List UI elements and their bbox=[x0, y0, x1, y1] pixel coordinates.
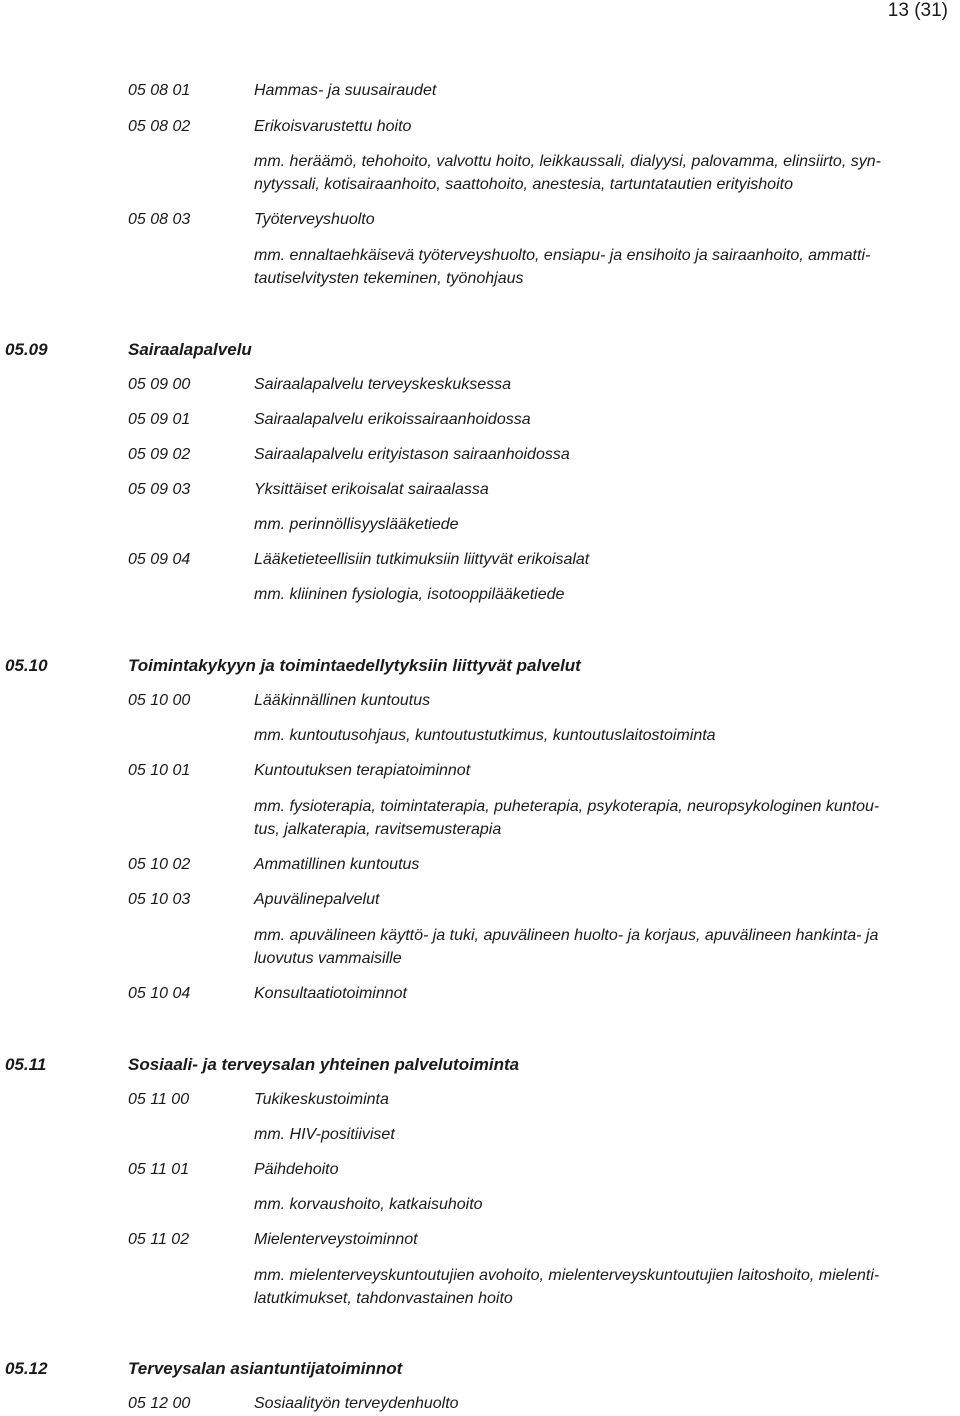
entry-title: Sairaalapalvelu erikoissairaanhoidossa bbox=[254, 411, 531, 428]
entry-note: mm. apuvälineen käyttö- ja tuki, apuvälineen huolto- ja korjaus, apuvälineen hankinta- ja bbox=[254, 927, 879, 944]
entry-code: 05 10 02 bbox=[128, 856, 191, 873]
entry-note: tautiselvitysten tekeminen, työnohjaus bbox=[254, 270, 524, 287]
entry-code: 05 09 01 bbox=[128, 411, 191, 428]
section-number: 05.10 bbox=[5, 656, 48, 675]
entry-note: mm. korvaushoito, katkaisuhoito bbox=[254, 1196, 483, 1213]
section-number: 05.11 bbox=[5, 1055, 47, 1074]
entry-code: 05 09 00 bbox=[128, 376, 191, 393]
entry-code: 05 11 00 bbox=[128, 1091, 190, 1108]
entry-title: Yksittäiset erikoisalat sairaalassa bbox=[254, 481, 489, 498]
entry-code: 05 10 01 bbox=[128, 762, 191, 779]
entry-title: Sosiaalityön terveydenhuolto bbox=[254, 1395, 459, 1412]
entry-code: 05 12 00 bbox=[128, 1395, 191, 1412]
entry-code: 05 10 00 bbox=[128, 692, 191, 709]
entry-note: mm. kuntoutusohjaus, kuntoutustutkimus, kuntoutuslaitostoiminta bbox=[254, 727, 716, 744]
entry-title: Konsultaatiotoiminnot bbox=[254, 985, 407, 1002]
section-number: 05.12 bbox=[5, 1359, 48, 1378]
entry-note: tus, jalkaterapia, ravitsemusterapia bbox=[254, 821, 502, 838]
entry-note: mm. perinnöllisyyslääketiede bbox=[254, 516, 459, 533]
entry-title: Sairaalapalvelu terveyskeskuksessa bbox=[254, 376, 512, 393]
section-number: 05.09 bbox=[5, 340, 48, 359]
entry-note: luovutus vammaisille bbox=[254, 950, 402, 967]
page-number: 13 (31) bbox=[887, 0, 948, 21]
entry-code: 05 09 02 bbox=[128, 446, 191, 463]
entry-code: 05 09 03 bbox=[128, 481, 191, 498]
entry-title: Lääketieteellisiin tutkimuksiin liittyvät erikoisalat bbox=[254, 551, 590, 568]
entry-title: Lääkinnällinen kuntoutus bbox=[254, 692, 431, 709]
entry-title: Päihdehoito bbox=[254, 1161, 339, 1178]
entry-title: Mielenterveystoiminnot bbox=[254, 1231, 418, 1248]
entry-code: 05 09 04 bbox=[128, 551, 191, 568]
entry-title: Hammas- ja suusairaudet bbox=[254, 82, 437, 99]
entry-code: 05 08 03 bbox=[128, 211, 191, 228]
entry-code: 05 11 02 bbox=[128, 1231, 190, 1248]
entry-note: mm. fysioterapia, toimintaterapia, puheterapia, psykoterapia, neuropsykologinen kuntou- bbox=[254, 798, 880, 815]
entry-title: Erikoisvarustettu hoito bbox=[254, 118, 412, 135]
entry-note: mm. HIV-positiiviset bbox=[254, 1126, 395, 1143]
entry-title: Työterveyshuolto bbox=[254, 211, 375, 228]
section-title: Terveysalan asiantuntijatoiminnot bbox=[128, 1359, 403, 1378]
entry-note: mm. mielenterveyskuntoutujien avohoito, mielenterveyskuntoutujien laitoshoito, mielenti- bbox=[254, 1267, 880, 1284]
entry-title: Kuntoutuksen terapiatoiminnot bbox=[254, 762, 471, 779]
entry-title: Sairaalapalvelu erityistason sairaanhoidossa bbox=[254, 446, 570, 463]
entry-note: mm. heräämö, tehohoito, valvottu hoito, leikkaussali, dialyysi, palovamma, elinsiirto, syn- bbox=[254, 153, 881, 170]
entry-title: Apuvälinepalvelut bbox=[254, 891, 380, 908]
entry-note: latutkimukset, tahdonvastainen hoito bbox=[254, 1290, 513, 1307]
entry-code: 05 08 01 bbox=[128, 82, 191, 99]
section-title: Toimintakykyyn ja toimintaedellytyksiin liittyvät palvelut bbox=[128, 656, 581, 675]
entry-code: 05 08 02 bbox=[128, 118, 191, 135]
section-title: Sosiaali- ja terveysalan yhteinen palvelutoiminta bbox=[128, 1055, 520, 1074]
entry-note: mm. ennaltaehkäisevä työterveyshuolto, ensiapu- ja ensihoito ja sairaanhoito, ammatti- bbox=[254, 247, 871, 264]
entry-title: Tukikeskustoiminta bbox=[254, 1091, 389, 1108]
section-title: Sairaalapalvelu bbox=[128, 340, 252, 359]
entry-note: mm. kliininen fysiologia, isotooppilääketiede bbox=[254, 586, 565, 603]
entry-code: 05 11 01 bbox=[128, 1161, 190, 1178]
entry-title: Ammatillinen kuntoutus bbox=[254, 856, 420, 873]
entry-note: nytyssali, kotisairaanhoito, saattohoito, anestesia, tartuntatautien erityishoito bbox=[254, 176, 793, 193]
entry-code: 05 10 03 bbox=[128, 891, 191, 908]
entry-code: 05 10 04 bbox=[128, 985, 191, 1002]
